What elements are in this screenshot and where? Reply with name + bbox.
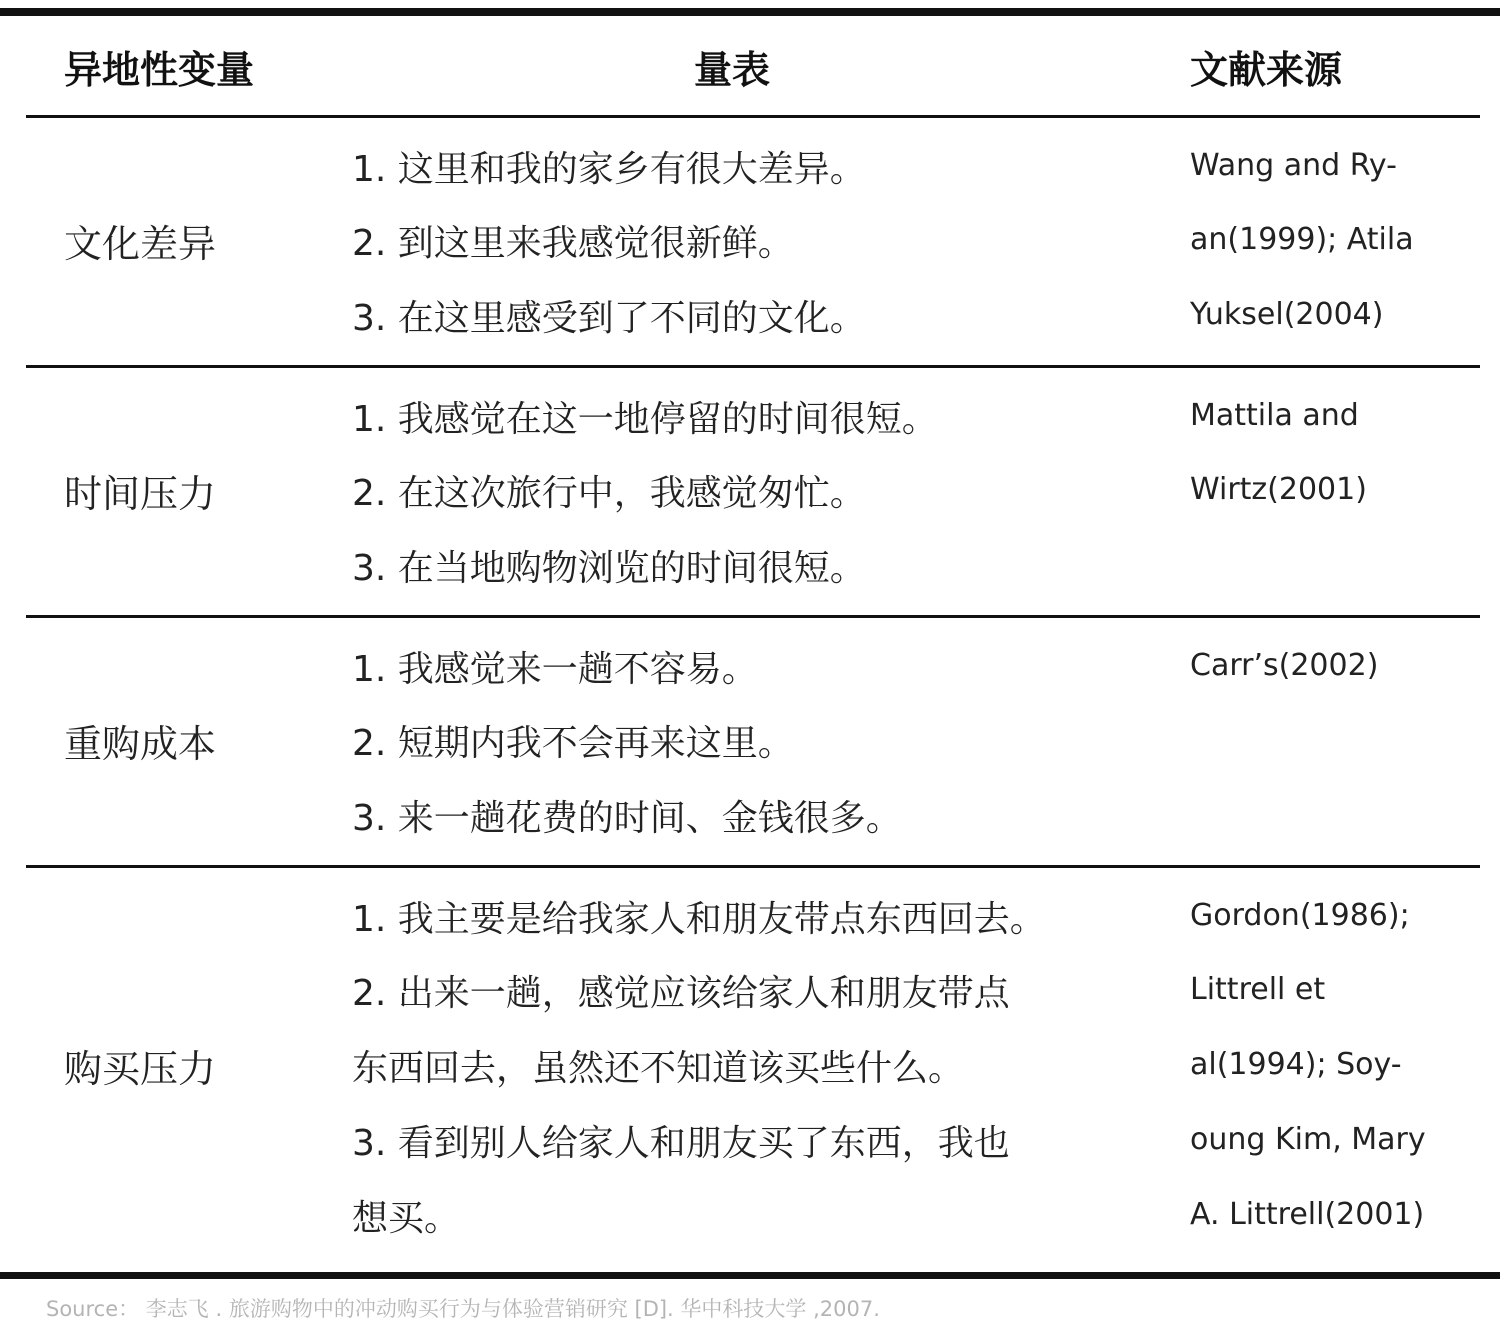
source-line: Mattila and xyxy=(1190,398,1359,433)
source-line: al(1994); Soy- xyxy=(1190,1047,1402,1082)
source-line: Yuksel(2004) xyxy=(1190,297,1384,332)
source-line: Wirtz(2001) xyxy=(1190,472,1367,507)
table-row-divider xyxy=(26,865,1480,868)
scale-item: 3. 在当地购物浏览的时间很短。 xyxy=(352,548,866,589)
scale-item: 3. 来一趟花费的时间、金钱很多。 xyxy=(352,798,902,839)
scale-item: 2. 短期内我不会再来这里。 xyxy=(352,723,794,764)
column-header-scale: 量表 xyxy=(694,48,771,92)
variable-label: 重购成本 xyxy=(64,722,217,766)
source-line: A. Littrell(2001) xyxy=(1190,1197,1425,1232)
scale-item: 3. 看到别人给家人和朋友买了东西，我也 xyxy=(352,1123,1010,1164)
table-top-rule xyxy=(0,8,1500,16)
table-bottom-rule xyxy=(0,1272,1500,1279)
scale-item: 1. 我感觉在这一地停留的时间很短。 xyxy=(352,399,938,440)
scale-item: 2. 出来一趟，感觉应该给家人和朋友带点 xyxy=(352,973,1010,1014)
source-line: Littrell et xyxy=(1190,972,1326,1007)
scale-item: 2. 在这次旅行中，我感觉匆忙。 xyxy=(352,473,866,514)
scale-item: 1. 我感觉来一趟不容易。 xyxy=(352,649,758,690)
scale-item: 东西回去，虽然还不知道该买些什么。 xyxy=(352,1048,965,1089)
scale-item: 1. 我主要是给我家人和朋友带点东西回去。 xyxy=(352,899,1046,940)
table-row-divider xyxy=(26,615,1480,618)
source-line: Wang and Ry- xyxy=(1190,148,1397,183)
variable-label: 时间压力 xyxy=(64,472,217,516)
variable-label: 文化差异 xyxy=(64,222,217,266)
table-row-divider xyxy=(26,365,1480,368)
scale-item: 2. 到这里来我感觉很新鲜。 xyxy=(352,223,794,264)
variable-label: 购买压力 xyxy=(64,1047,217,1091)
source-line: oung Kim, Mary xyxy=(1190,1122,1426,1157)
scale-item: 3. 在这里感受到了不同的文化。 xyxy=(352,298,866,339)
source-note: Source： 李志飞 . 旅游购物中的冲动购买行为与体验营销研究 [D]. 华中科技大学 ,2007. xyxy=(46,1297,880,1321)
scale-item: 1. 这里和我的家乡有很大差异。 xyxy=(352,149,866,190)
source-line: an(1999); Atila xyxy=(1190,222,1414,257)
source-line: Gordon(1986); xyxy=(1190,898,1410,933)
source-line: Carr’s(2002) xyxy=(1190,648,1379,683)
scale-item: 想买。 xyxy=(352,1198,461,1239)
table-header-rule xyxy=(26,115,1480,118)
column-header-source: 文献来源 xyxy=(1190,48,1343,92)
column-header-variable: 异地性变量 xyxy=(64,48,255,92)
